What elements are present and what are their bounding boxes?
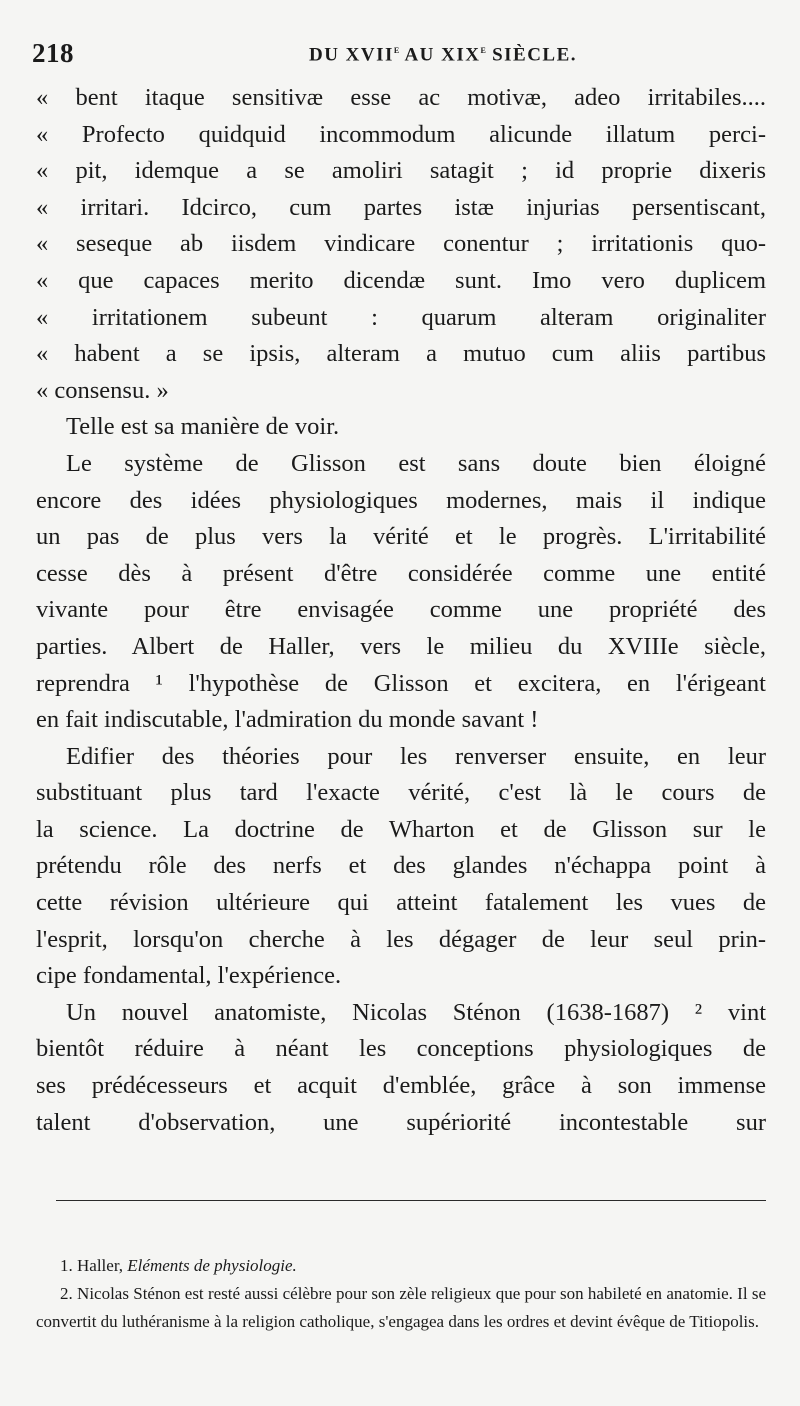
text-line: cesse dès à présent d'être considérée comme une entité [36, 559, 766, 587]
footnotes [36, 1252, 766, 1336]
running-head-superscript: e [480, 42, 486, 56]
text-line: l'esprit, lorsqu'on cherche à les dégager de leur seul prin- [36, 925, 766, 953]
footnote-1-label: 1. Haller, [60, 1256, 128, 1275]
text-line: Un nouvel anatomiste, Nicolas Sténon (1638-1687) ² vint [66, 998, 766, 1026]
text-line: « bent itaque sensitivæ esse ac motivæ, adeo irritabiles.... [36, 84, 766, 111]
page-header [28, 34, 768, 74]
running-head-part: DU XVII [308, 44, 394, 66]
body-text [36, 80, 766, 1141]
running-head-part: AU XIX [399, 44, 481, 66]
text-line: Edifier des théories pour les renverser ensuite, en leur [66, 742, 766, 770]
text-line: reprendra ¹ l'hypothèse de Glisson et excitera, en l'érigeant [36, 669, 766, 697]
text-line: en fait indiscutable, l'admiration du monde savant ! [36, 706, 539, 734]
text-line: bientôt réduire à néant les conceptions physiologiques de [36, 1035, 766, 1063]
text-line: « pit, idemque a se amoliri satagit ; id proprie dixeris [36, 157, 766, 185]
page-number: 218 [32, 38, 74, 68]
footnote-1 [36, 1252, 766, 1280]
text-line: prétendu rôle des nerfs et des glandes n'échappa point à [36, 852, 766, 880]
text-line: Telle est sa manière de voir. [66, 413, 340, 441]
text-line: « irritari. Idcirco, cum partes istæ injurias persentiscant, [36, 193, 766, 221]
text-line: un pas de plus vers la vérité et le progrès. L'irritabilité [36, 523, 766, 551]
running-head-superscript: e [393, 42, 400, 56]
footnote-divider [56, 1200, 766, 1201]
text-line: encore des idées physiologiques modernes, mais il indique [36, 486, 766, 514]
footnote-1-title: Eléments de physiologie. [127, 1256, 297, 1275]
text-line: « que capaces merito dicendæ sunt. Imo vero duplicem [36, 266, 766, 294]
text-line: « consensu. » [36, 376, 169, 404]
text-line: ses prédécesseurs et acquit d'emblée, grâce à son immense [36, 1072, 766, 1100]
text-line: « habent a se ipsis, alteram a mutuo cum aliis partibus [36, 340, 766, 368]
text-line: « irritationem subeunt : quarum alteram originaliter [36, 303, 766, 331]
text-line: la science. La doctrine de Wharton et de Glisson sur le [36, 815, 766, 843]
running-head [28, 42, 768, 66]
text-line: cipe fondamental, l'expérience. [36, 962, 342, 990]
footnote-2: 2. Nicolas Sténon est resté aussi célèbre pour son zèle religieux que pour son habileté en anatomie. Il se convertit du luthéranisme à la religion catholique, s'engagea dans les ordres et devint évêque de Titiopolis. [36, 1284, 766, 1331]
text-line: cette révision ultérieure qui atteint fatalement les vues de [36, 889, 766, 917]
text-line: « seseque ab iisdem vindicare conentur ; irritationis quo- [36, 230, 766, 258]
text-line: parties. Albert de Haller, vers le milieu du XVIIIe siècle, [36, 632, 766, 660]
text-line: substituant plus tard l'exacte vérité, c'est là le cours de [36, 779, 766, 807]
text-line: « Profecto quidquid incommodum alicunde illatum perci- [36, 120, 766, 148]
text-line: talent d'observation, une supériorité incontestable sur [36, 1108, 766, 1136]
text-line: Le système de Glisson est sans doute bien éloigné [66, 449, 766, 477]
text-line: vivante pour être envisagée comme une propriété des [36, 596, 766, 624]
running-head-part: SIÈCLE. [485, 44, 578, 66]
